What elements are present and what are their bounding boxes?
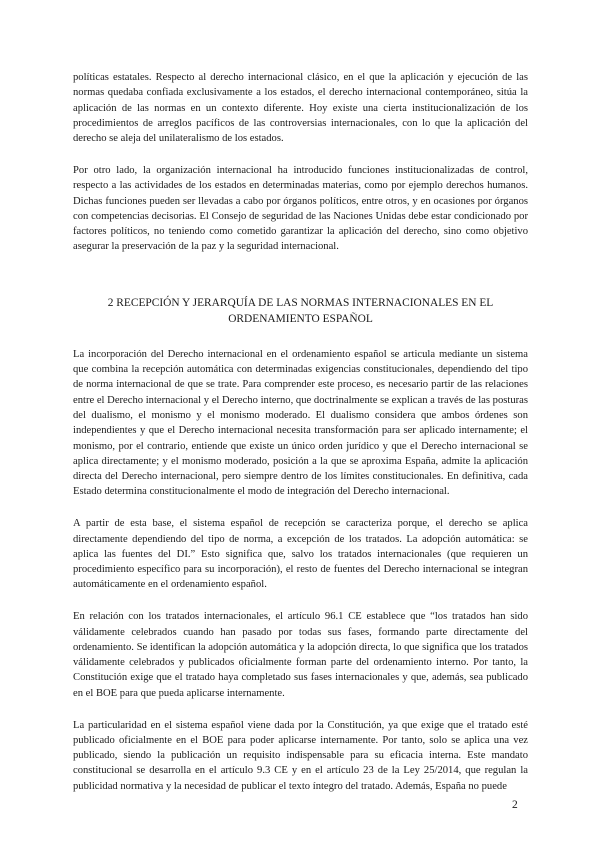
paragraph-institutional-control: Por otro lado, la organización internacional ha introducido funciones institucionalizadas de control, respecto a las actividades de los estados en determinadas materias, como por ejemplo derechos humanos. Dichas funciones pueden ser llevadas a cabo por órganos políticos, entre otros, y en ocasiones por órganos con competencias decisorias. El Consejo de seguridad de las Naciones Unidas debe estar condicionado por factores políticos, no teniendo como cometido garantizar la aplicación del derecho, sino como objetivo asegurar la preservación de la paz y la seguridad internacional. <box>73 164 528 253</box>
paragraph-publication: La particularidad en el sistema español viene dada por la Constitución, ya que exige que el tratado esté publicado oficialmente en el BOE para poder aplicarse internamente. Por tanto, solo se aplica una vez publicado, siendo la publicación un requisito indispensable para su eficacia interna. Este mandato constitucional se desarrolla en el artículo 9.3 CE y en el artículo 23 de la Ley 25/2014, que regulan la publicidad normativa y la necesidad de publicar el texto íntegro del tratado. Además, España no puede <box>73 719 528 792</box>
paragraph-intro-continuation: políticas estatales. Respecto al derecho internacional clásico, en el que la aplicación y ejecución de las normas quedaba confiada exclusivamente a los estados, el derecho internacional contemporáneo, sitúa la aplicación de las normas en un contexto diferente. Hoy existe una cierta institucionalización de los procedimientos de arreglos pacíficos de las controversias internacionales, con lo que la aplicación del derecho se aleja del unilateralismo de los estados. <box>73 72 528 145</box>
section-heading: 2 RECEPCIÓN Y JERARQUÍA DE LAS NORMAS INTERNACIONALES EN EL ORDENAMIENTO ESPAÑOL <box>107 296 494 325</box>
paragraph-reception-system: A partir de esta base, el sistema español de recepción se caracteriza porque, el derecho se aplica directamente dependiendo del tipo de norma, a excepción de los tratados. La adopción automática: se aplica las fuentes del DI.” Esto significa que, salvo los tratados internacionales (que requieren un procedimiento específico para su incorporación), el resto de fuentes del Derecho internacional se integran automáticamente en el ordenamiento español. <box>73 518 528 591</box>
page-body <box>73 70 528 810</box>
paragraph-incorporation: La incorporación del Derecho internacional en el ordenamiento español se articula mediante un sistema que combina la recepción automática con determinadas exigencias constitucionales, dependiendo del tipo de norma internacional de que se trate. Para comprender este proceso, es necesario partir de las relaciones entre el Derecho internacional y el Derecho interno, que doctrinalmente se explican a través de las posturas del dualismo, el monismo y el monismo moderado. El dualismo considera que ambos órdenes son independientes y que el Derecho internacional necesita transformación para ser aplicado internamente; el monismo, por el contrario, entiende que existe un único orden jurídico y que el Derecho internacional se aplica directamente; y el monismo moderado, posición a la que se aproxima España, admite la aplicación directa del Derecho internacional, pero siempre dentro de los límites constitucionales. En definitiva, cada Estado determina constitucionalmente el modo de integración del Derecho internacional. <box>73 348 528 498</box>
page-number: 2 <box>512 799 518 811</box>
paragraph-treaties: En relación con los tratados internacionales, el artículo 96.1 CE establece que “los tratados han sido válidamente celebrados cuando han pasado por todas sus fases, formando parte directamente del ordenamiento. Se identifican la adopción automática y la adopción directa, lo que significa que los tratados válidamente celebrados y publicados oficialmente forman parte del ordenamiento interno. Por tanto, la Constitución exige que el tratado haya completado sus fases internacionales y que, además, sea publicado en el BOE para que pueda aplicarse internamente. <box>73 611 528 699</box>
